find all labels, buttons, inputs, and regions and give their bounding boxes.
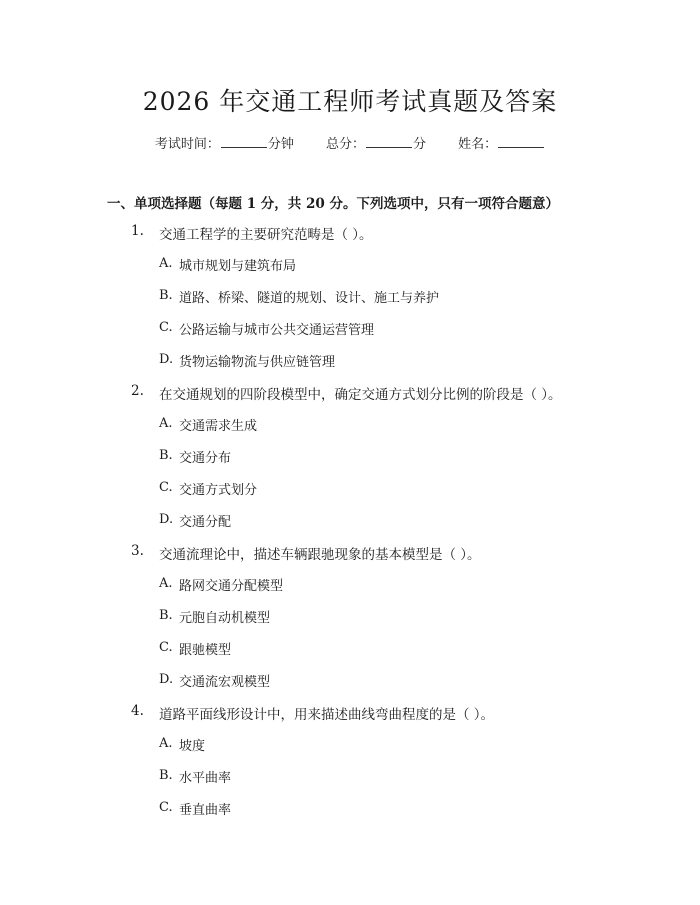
total-score-field	[326, 137, 426, 152]
question-4	[0, 703, 700, 735]
name-label: 姓名：	[458, 137, 498, 152]
exam-time-blank	[221, 137, 267, 148]
exam-time-field	[155, 137, 294, 152]
question-stem: 交通工程学的主要研究范畴是（ ）。	[159, 227, 373, 243]
option-letter: B.	[159, 768, 173, 783]
option-text: 交通方式划分	[179, 483, 258, 498]
question-stem: 道路平面线形设计中，用来描述曲线弯曲程度的是（ ）。	[159, 707, 495, 723]
page-title: 2026 年交通工程师考试真题及答案	[142, 87, 558, 116]
exam-info-line	[0, 133, 700, 152]
option-letter: B.	[159, 288, 173, 303]
option-item	[0, 607, 700, 639]
option-letter: C.	[159, 800, 173, 815]
option-item	[0, 799, 700, 831]
option-text: 交通分配	[179, 515, 232, 530]
option-letter: D.	[159, 352, 174, 367]
option-item	[0, 639, 700, 671]
question-2	[0, 383, 700, 415]
question-number: 4.	[131, 703, 144, 719]
option-letter: C.	[159, 480, 173, 495]
option-letter: B.	[159, 448, 173, 463]
option-text: 交通需求生成	[179, 419, 258, 434]
question-stem: 交通流理论中，描述车辆跟驰现象的基本模型是（ ）。	[159, 547, 481, 563]
option-letter: A.	[159, 736, 173, 751]
option-text: 城市规划与建筑布局	[179, 259, 297, 274]
option-letter: C.	[159, 320, 173, 335]
option-text: 坡度	[179, 739, 206, 754]
option-item	[0, 767, 700, 799]
option-item	[0, 319, 700, 351]
option-text: 路网交通分配模型	[179, 579, 284, 594]
option-item	[0, 351, 700, 383]
option-letter: D.	[159, 672, 174, 687]
section-heading: 一、单项选择题（每题 1 分，共 20 分。下列选项中，只有一项符合题意）	[107, 196, 559, 212]
question-1	[0, 223, 700, 255]
option-item	[0, 671, 700, 703]
question-number: 1.	[131, 223, 144, 239]
option-text: 元胞自动机模型	[179, 611, 271, 626]
option-item	[0, 511, 700, 543]
option-letter: A.	[159, 256, 173, 271]
exam-time-label: 考试时间：	[154, 137, 220, 152]
option-item	[0, 479, 700, 511]
option-letter: A.	[159, 416, 173, 431]
name-blank	[498, 137, 544, 148]
option-letter: D.	[159, 512, 174, 527]
option-item	[0, 447, 700, 479]
option-text: 交通分布	[179, 451, 232, 466]
question-3	[0, 543, 700, 575]
question-list	[0, 223, 700, 831]
question-stem: 在交通规划的四阶段模型中，确定交通方式划分比例的阶段是（ ）。	[159, 387, 562, 403]
option-text: 货物运输物流与供应链管理	[179, 355, 336, 370]
question-number: 3.	[131, 543, 144, 559]
exam-time-unit: 分钟	[267, 137, 294, 152]
option-letter: A.	[159, 576, 173, 591]
name-field	[458, 137, 545, 152]
option-text: 交通流宏观模型	[179, 675, 271, 690]
option-text: 跟驰模型	[179, 643, 232, 658]
option-text: 道路、桥梁、隧道的规划、设计、施工与养护	[179, 291, 440, 306]
option-item	[0, 255, 700, 287]
option-item	[0, 287, 700, 319]
total-score-label: 总分：	[325, 137, 365, 152]
option-letter: B.	[159, 608, 173, 623]
option-item	[0, 735, 700, 767]
option-text: 水平曲率	[179, 771, 232, 786]
option-text: 公路运输与城市公共交通运营管理	[179, 323, 375, 338]
total-score-unit: 分	[413, 137, 427, 152]
option-letter: C.	[159, 640, 173, 655]
option-text: 垂直曲率	[179, 803, 232, 818]
option-item	[0, 575, 700, 607]
option-item	[0, 415, 700, 447]
question-number: 2.	[131, 383, 144, 399]
total-score-blank	[366, 137, 412, 148]
